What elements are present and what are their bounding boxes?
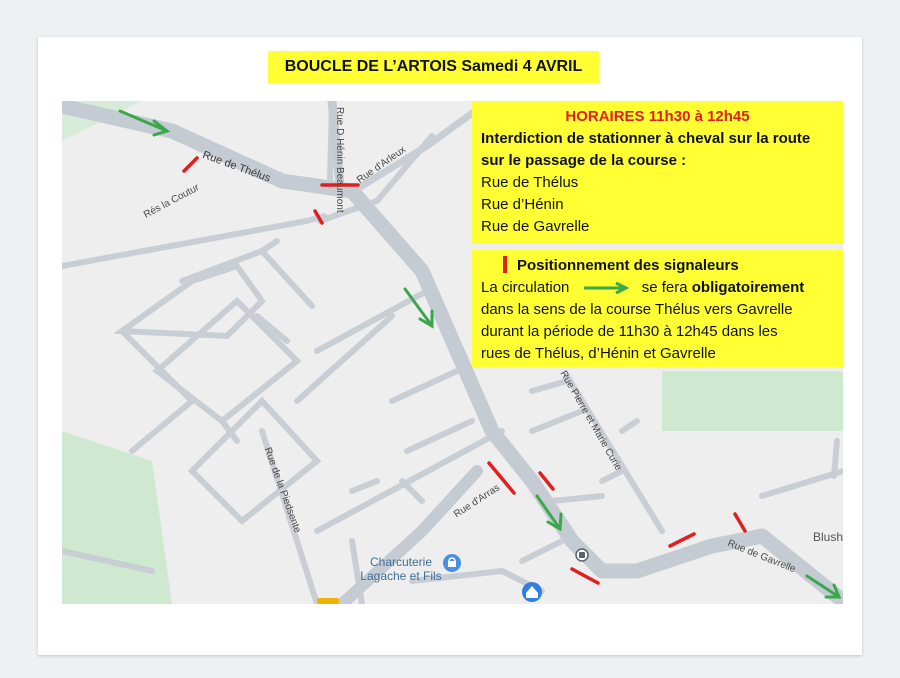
signallers-heading: Positionnement des signaleurs bbox=[517, 257, 739, 274]
schedule-info-box bbox=[472, 101, 843, 244]
period-line: durant la période de 11h30 à 12h45 dans les bbox=[481, 323, 778, 340]
park-area-east bbox=[662, 371, 843, 431]
park-area-southwest bbox=[62, 431, 172, 604]
schedule-heading: HORAIRES 11h30 à 12h45 bbox=[565, 108, 750, 125]
circulation-line bbox=[472, 277, 843, 299]
streets-line: rues de Thélus, d’Hénin et Gavrelle bbox=[481, 345, 716, 362]
label-rue-thelus: Rue de Thélus bbox=[200, 149, 273, 185]
green-arrow-icon bbox=[582, 282, 630, 294]
signallers-info-box bbox=[472, 250, 843, 367]
page-title: BOUCLE DE L’ARTOIS Samedi 4 AVRIL bbox=[268, 51, 599, 83]
label-rue-henin: Rue D Hénin Beaumont bbox=[334, 107, 345, 213]
bus-stop-icon bbox=[576, 549, 588, 561]
rule-line-2: sur le passage de la course : bbox=[481, 152, 687, 169]
label-rue-curie: Rue Pierre et Marie Curie bbox=[557, 369, 624, 473]
label-rue-predsente: Rue de la Piedsente bbox=[261, 446, 303, 535]
poi-blush-label[interactable]: Blush bbox=[813, 530, 844, 544]
label-rue-darleux: Rue d'Arleux bbox=[355, 144, 408, 187]
poi-charcuterie-label[interactable]: Charcuterie Lagache et Fils bbox=[360, 555, 442, 583]
label-rue-darras: Rue d'Arras bbox=[452, 482, 503, 521]
circulation-text-mid: se fera bbox=[641, 279, 692, 296]
circulation-text-start: La circulation bbox=[481, 279, 570, 296]
label-res-couture: Rés la Coutur bbox=[142, 182, 202, 221]
rule-line-1: Interdiction de stationner à cheval sur la route bbox=[481, 130, 811, 147]
street-item: Rue de Gavrelle bbox=[481, 218, 590, 235]
street-item: Rue de Thélus bbox=[481, 174, 579, 191]
rue-darleux-road bbox=[357, 106, 482, 189]
signaller-marker-icon bbox=[503, 256, 507, 273]
signallers-heading-row bbox=[472, 255, 843, 277]
label-rue-gavrelle: Rue de Gavrelle bbox=[725, 538, 798, 576]
home-pin-icon bbox=[522, 582, 542, 602]
street-item: Rue d’Hénin bbox=[481, 196, 564, 213]
direction-line: dans la sens de la course Thélus vers Gavrelle bbox=[481, 301, 793, 318]
road-number-badge bbox=[317, 598, 339, 604]
circulation-text-bold: obligatoirement bbox=[691, 279, 805, 296]
